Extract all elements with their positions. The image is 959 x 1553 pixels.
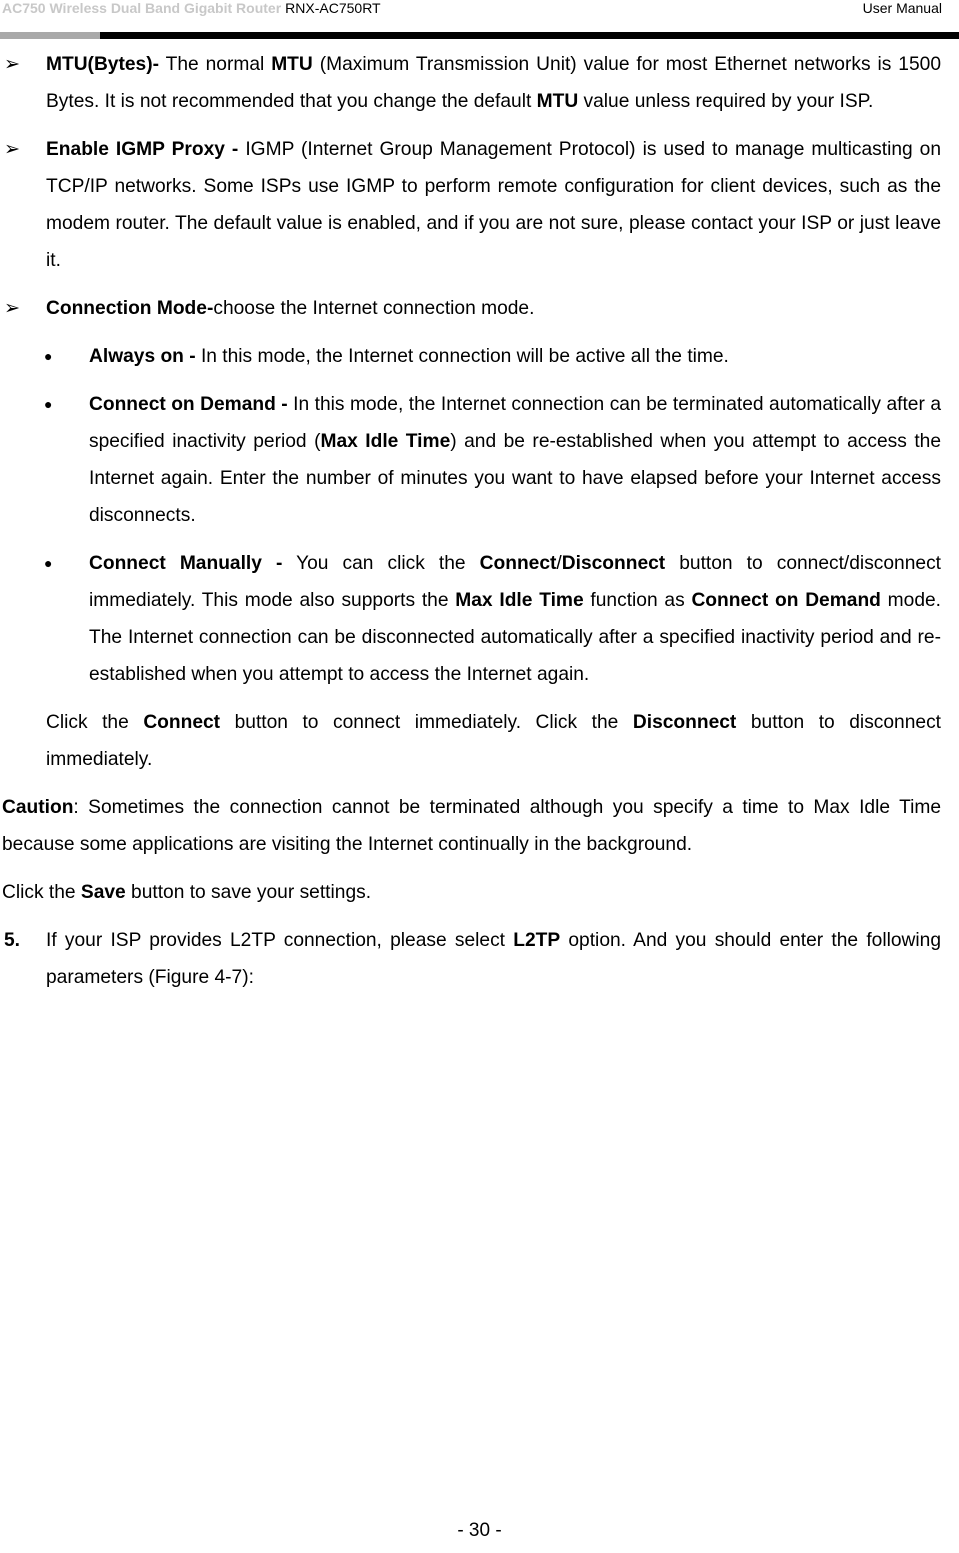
bold-text: MTU	[271, 54, 313, 75]
igmp-item	[0, 131, 941, 279]
text: Click the	[46, 712, 144, 733]
model-number: RNX-AC750RT	[285, 0, 381, 16]
bold-text: Disconnect	[632, 712, 737, 733]
dot-bullet-icon: ●	[44, 555, 53, 571]
text: The normal	[159, 54, 272, 75]
text: button to disconnect immediately.	[46, 712, 941, 770]
header-rule-black	[100, 32, 959, 39]
text: (Maximum Transmission Unit) value for most Ethernet networks is 1500 Bytes. It is not recommended that you change the default	[46, 54, 941, 112]
product-name: AC750 Wireless Dual Band Gigabit Router	[2, 0, 282, 16]
arrow-bullet-icon: ➢	[4, 139, 21, 160]
dot-bullet-icon: ●	[44, 396, 53, 412]
mode-always-on	[0, 338, 941, 375]
caution-label: Caution	[2, 797, 74, 818]
mtu-term: MTU(Bytes)-	[46, 54, 159, 75]
connection-mode-item	[0, 290, 941, 327]
text: /	[556, 553, 562, 574]
page-header	[0, 0, 959, 40]
text: choose the Internet connection mode.	[213, 298, 535, 319]
text: In this mode, the Internet connection can be terminated automatically after a specified inactivity period (	[89, 394, 941, 452]
manually-term: Connect Manually -	[89, 553, 283, 574]
bold-text: MTU	[536, 91, 579, 112]
bold-text: Connect	[143, 712, 221, 733]
text: If your ISP provides L2TP connection, please select	[46, 930, 514, 951]
text: : Sometimes the connection cannot be terminated although you specify a time to Max Idle Time because some applications are visiting the Internet continually in the background.	[2, 797, 941, 855]
bold-text: Connect	[479, 553, 557, 574]
text: function as	[583, 590, 692, 611]
bold-text: Save	[80, 882, 126, 903]
on-demand-term: Connect on Demand -	[89, 394, 288, 415]
bold-text: Max Idle Time	[455, 590, 584, 611]
text: You can click the	[282, 553, 480, 574]
text: Click the	[2, 882, 81, 903]
click-connect-note	[0, 704, 941, 778]
igmp-term: Enable IGMP Proxy -	[46, 139, 239, 160]
text: button to connect/disconnect immediately. This mode also supports the	[89, 553, 941, 611]
header-rule-gray	[0, 32, 100, 39]
page-number: - 30 -	[457, 1520, 502, 1541]
document-type: User Manual	[862, 0, 942, 16]
mode-connect-on-demand	[0, 386, 941, 534]
bold-text: Max Idle Time	[320, 431, 451, 452]
text: button to connect immediately. Click the	[220, 712, 633, 733]
always-on-term: Always on -	[89, 346, 196, 367]
bold-text: L2TP	[513, 930, 561, 951]
mode-connect-manually	[0, 545, 941, 693]
page-content	[0, 46, 941, 996]
step-5	[0, 922, 941, 996]
bold-text: Connect on Demand	[691, 590, 881, 611]
arrow-bullet-icon: ➢	[4, 298, 21, 319]
bold-text: Disconnect	[561, 553, 666, 574]
text: ) and be re-established when you attempt to access the Internet again. Enter the number of minutes you want to have elapsed before your Internet access disconnects.	[89, 431, 941, 526]
text: button to save your settings.	[125, 882, 372, 903]
caution-note	[0, 789, 941, 863]
arrow-bullet-icon: ➢	[4, 54, 21, 75]
mtu-item	[0, 46, 941, 120]
text: IGMP (Internet Group Management Protocol) is used to manage multicasting on TCP/IP networks. Some ISPs use IGMP to perform remote configuration for client devices, such as the modem router. The default value is enabled, and if you are not sure, please contact your ISP or just leave it.	[46, 139, 942, 271]
text: mode. The Internet connection can be disconnected automatically after a specified inactivity period and re-established when you attempt to access the Internet again.	[89, 590, 941, 685]
text: In this mode, the Internet connection will be active all the time.	[195, 346, 729, 367]
save-note	[0, 874, 941, 911]
dot-bullet-icon: ●	[44, 348, 53, 364]
connection-mode-term: Connection Mode-	[46, 298, 214, 319]
step-number: 5.	[4, 930, 21, 951]
header-left	[2, 0, 381, 16]
text: value unless required by your ISP.	[578, 91, 874, 112]
text: option. And you should enter the following parameters (Figure 4-7):	[46, 930, 941, 988]
